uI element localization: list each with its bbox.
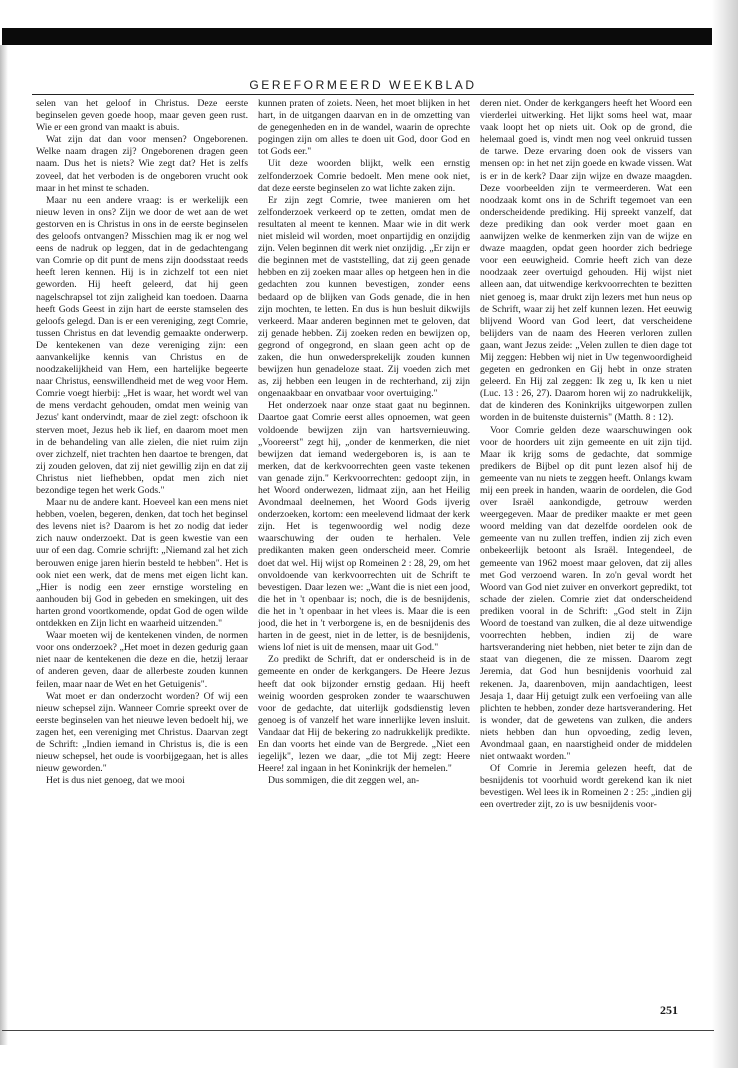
paragraph: Dus sommigen, die dit zeggen wel, an- (268, 775, 420, 787)
paragraph: Het onderzoek naar onze staat gaat nu beginnen. Daartoe gaat Comrie eerst alles opnoemen, wat geen voldoende bewijzen zijn van hartsvernieuwing. „Vooreerst" zegt hij, „onder de kenmerken, die niet bewijzen dat iemand wedergeboren is, is aan te merken, dat de kerkvoorrechten geen vaste tekenen van genade zijn." Kerkvoorrechten: gedoopt zijn, in het Woord onderwezen, lidmaat zijn, aan het Heilig Avondmaal deelnemen, het Woord Gods ijverig onderzoeken, kortom: een meelevend lidmaat der kerk zijn. Het is tegenwoordig wel nodig deze waarschuwing der ouden te herhalen. Vele predikanten maken geen onderscheid meer. Comrie doet dat wel. Hij wijst op Romeinen 2 : 28, 29, om het onvoldoende van kerkvoorrechten uit de Schrift te bevestigen. Daar lezen we: „Want die is niet een jood, die het in 't openbaar is; noch, die is de besnijdenis, die het in 't openbaar in het vlees is. Maar die is een jood, die het in 't verborgene is, en de besnijdenis des harten in de geest, niet in de letter, is de besnijdenis, wiens lof niet is uit de mensen, maar uit God." (258, 400, 470, 654)
paragraph: kunnen praten of zoiets. Neen, het moet blijken in het hart, in de uitgangen daarvan en in de omzetting van de genegenheden en in de wandel, waarin de oprechte pogingen zijn om alles te doen uit God, door God en tot Gods eer." (258, 98, 470, 158)
page-number: 251 (660, 1003, 678, 1017)
paragraph: Er zijn zegt Comrie, twee manieren om het zelfonderzoek verkeerd op te zetten, omdat men de resultaten al meent te kennen. Maar wie in dit werk niet misleid wil worden, moet onpartijdig en onzijdig zijn. Velen beginnen dit werk niet onzijdig. „Er zijn er die beginnen met de vaststelling, dat zij geen genade hebben en zij zoeken maar alles op hetgeen hen in die gedachten zou kunnen bevestigen, zonder eens bedaard op de blijken van Gods genade, die in hen zijn mochten, te letten. En dus is hun besluit dikwijls verkeerd. Maar anderen beginnen met te geloven, dat zij genade hebben. Zij zoeken reden en bewijzen op, gegrond of ongegrond, en slaan geen acht op de zaken, die hun onwedersprekelijk zouden kunnen bewijzen hun genadeloze staat. Zij voeden zich met as, zij hebben een leugen in de rechterhand, zij zijn ongenaakbaar en onvatbaar voor overtuiging." (258, 194, 470, 400)
paragraph: Uit deze woorden blijkt, welk een ernstig zelfonderzoek Comrie bedoelt. Men mene ook niet, dat deze eerste beginselen zo wat lichte zaken zijn. (258, 158, 470, 194)
scan-left-edge (0, 45, 8, 1045)
header-divider (32, 94, 694, 95)
paragraph: Voor Comrie gelden deze waarschuwingen ook voor de hoorders uit zijn gemeente en uit zijn tijd. Maar ik krijg soms de gedachte, dat sommige predikers de Bijbel op dit punt lezen alsof hij de gemeente van nu niets te zeggen heeft. Onlangs kwam mij een preek in handen, waarin de oordelen, die God over Israël aankondigde, getrouw werden weergegeven. Maar de prediker maakte er met geen woord melding van dat dezelfde oordelen ook de gemeente van nu zullen treffen, indien zij zich even onbekeerlijk betoont als Israël. Integendeel, de gemeente van 1962 moest maar geloven, dat zij alles met God verzoend waren. In zo'n geval wordt het Woord van God niet zuiver en onverkort gepredikt, tot schade der zielen. Comrie ziet dat onderscheidend prediken vooral in de Schrift: „God stelt in Zijn Woord de toestand van zulken, die al deze uitwendige voorrechten hebben, indien zij de ware hartsverandering niet hebben, niet beter te zijn dan de staat van diegenen, die ze missen. Daarom zegt Jeremia, dat God hun besnijdenis voorhuid zal rekenen. Ja, daarenboven, mijn aandachtigen, leest Jesaja 1, daar Hij getuigt zulk een verfoeiing van alle plichten te hebben, zonder deze hartsverandering. Het is wonder, dat de gewetens van zulken, die anders niets hebben dan hun opvoeding, zedig leven, Avondmaal gaan, en naarstigheid onder de middelen niet ontwaakt worden." (480, 424, 692, 763)
text-column-1 (36, 98, 248, 966)
paragraph: Of Comrie in Jeremia gelezen heeft, dat de besnijdenis tot voorhuid wordt gerekend kan ik niet bevestigen. Wel lees ik in Romeinen 2 : 25: „indien gij een overtreder zijt, zo is uw besnijdenis voor- (480, 763, 692, 811)
top-black-bar (2, 28, 712, 45)
paragraph: Maar nu de andere kant. Hoeveel kan een mens niet hebben, voelen, begeren, denken, dat toch het beginsel des levens niet is? Daarom is het zo nodig dat ieder zich nauw onderzoekt. Dat is geen kwestie van een uur of een dag. Comrie schrijft: „Niemand zal het zich berouwen enige jaren hierin besteld te hebben". Het is ook niet een werk, dat de mens met eigen licht kan. „Hier is nodig een zeer ernstige worsteling en aanhouden bij God in gebeden en smekingen, uit des harten grond voortkomende, opdat God de ogen wilde ontdekken en Zijn licht en waarheid uitzenden." (36, 497, 248, 630)
bottom-divider (2, 1030, 714, 1031)
text-column-2 (258, 98, 470, 966)
paragraph: deren niet. Onder de kerkgangers heeft het Woord een vierderlei uitwerking. Het lijkt soms heel wat, maar vaak loopt het op niets uit. Ook op de grond, die helemaal goed is, vindt men nog veel onkruid tussen de tarwe. Deze ervaring doen ook de vissers van mensen op: in het net zijn goede en kwade vissen. Wat is er in de kerk? Daar zijn wijze en dwaze maagden. Deze voorbeelden zijn te vermeerderen. Wat een noodzaak komt ons in de Schrift tegemoet van een onderscheidende prediking. Hij spreekt vanzelf, dat deze prediking dan ook verder moet gaan en aanwijzen welke de kenmerken zijn van de wijze en dwaze maagden, opdat geen hoorder zich bedriege voor een eeuwigheid. Comrie heeft zich van deze noodzaak zeer overtuigd gehouden. Hij wijst niet alleen aan, dat uitwendige kerkvoorrechten te bezitten niet genoeg is, maar drukt zijn lezers met hun neus op de Schrift, waar zij het zelf kunnen lezen. Het eeuwig blijvend Woord van God leert, dat verscheidene belijders van de naam des Heeren verloren zullen gaan, want Jezus zeide: „Velen zullen te dien dage tot Mij zeggen: Hebben wij niet in Uw tegenwoordigheid gegeten en gedronken en Gij hebt in onze straten geleerd. En Hij zal zeggen: Ik zeg u, Ik ken u niet (Luc. 13 : 26, 27). Daarom horen wij zo nadrukkelijk, dat de kinderen des Koninkrijks uitgeworpen zullen worden in de buitenste duisternis" (Matth. 8 : 12). (480, 98, 692, 424)
text-column-3 (480, 98, 692, 966)
paragraph: Waar moeten wij de kentekenen vinden, de normen voor ons onderzoek? „Het moet in dezen gedurig gaan niet naar de kentekenen die deze en die, hetzij leraar of anderen geven, daar de allerbeste zouden kunnen feilen, maar naar de Wet en het Getuigenis". (36, 630, 248, 690)
running-header: GEREFORMEERD WEEKBLAD (249, 78, 477, 92)
scan-right-edge (712, 0, 738, 1068)
paragraph: selen van het geloof in Christus. Deze eerste beginselen geven goede hoop, maar geven geen rust. Wie er een grond van maakt is abuis. (36, 98, 248, 134)
paragraph: Maar nu een andere vraag: is er werkelijk een nieuw leven in ons? Zijn we door de wet aan de wet gestorven en is Christus in ons in de eerste beginselen des geloofs ontvangen? Misschien mag ik er nog wel eens de nadruk op leggen, dat in de gedachtengang van Comrie op dit punt de mens zijn doodsstaat reeds heeft leren kennen. Hij is in zichzelf tot een niet geworden. Hij heeft geleerd, dat hij geen nagelschrapsel tot zijn zaligheid kan toedoen. Daarna heeft Gods Geest in zijn hart de eerste stamselen des geloofs gelegd. Dan is er een vereniging, zegt Comrie, tussen Christus en dat levendig gemaakte onderwerp. De kentekenen van deze vereniging zijn: een aanvankelijke kennis van Christus en de noodzakelijkheid van Hem, een hartelijke begeerte naar Christus, eenswillendheid met de weg voor Hem. Comrie voegt hierbij: „Het is waar, het wordt wel van de mens verdacht gehouden, omdat men weinig van Jezus' kant ondervindt, maar de ziel zegt: ofschoon ik sterven moet, Jezus heb ik lief, en daarom moet men in de behandeling van alle zielen, die niet ruim zijn over zichzelf, niet trachten hen daartoe te brengen, dat zij zouden geloven, dat zij niet gewillig zijn en dat zij Christus niet liefhebben, opdat men zich niet bezondige tegen het werk Gods." (36, 194, 248, 496)
paragraph: Zo predikt de Schrift, dat er onderscheid is in de gemeente en onder de kerkgangers. De Heere Jezus heeft dat ook bijzonder ernstig gedaan. Hij heeft weinig woorden gesproken zonder te waarschuwen voor de gedachte, dat uiterlijk godsdienstig leven genoeg is of vanzelf het ware innerlijke leven insluit. Vandaar dat Hij de bekering zo nadrukkelijk predikte. En dan voorts het einde van de Bergrede. „Niet een iegelijk", lezen we daar, „die tot Mij zegt: Heere Heere! zal ingaan in het Koninkrijk der hemelen." (258, 654, 470, 775)
paragraph: Wat moet er dan onderzocht worden? Of wij een nieuw schepsel zijn. Wanneer Comrie spreekt over de eerste beginselen van het nieuwe leven bedoelt hij, we zagen het, een vereniging met Christus. Daarvan zegt de Schrift: „Indien iemand in Christus is, die is een nieuw schepsel, het oude is voorbijgegaan, het is alles nieuw geworden." (36, 690, 248, 775)
paragraph: Wat zijn dat dan voor mensen? Ongeborenen. Welke naam dragen zij? Ongeborenen dragen geen naam. Dus het is niets? Wie zegt dat? Het is zelfs zoveel, dat het verboden is de ongeboren vrucht ook maar in het minst te schaden. (36, 134, 248, 194)
paragraph: Het is dus niet genoeg, dat we mooi (46, 775, 185, 787)
